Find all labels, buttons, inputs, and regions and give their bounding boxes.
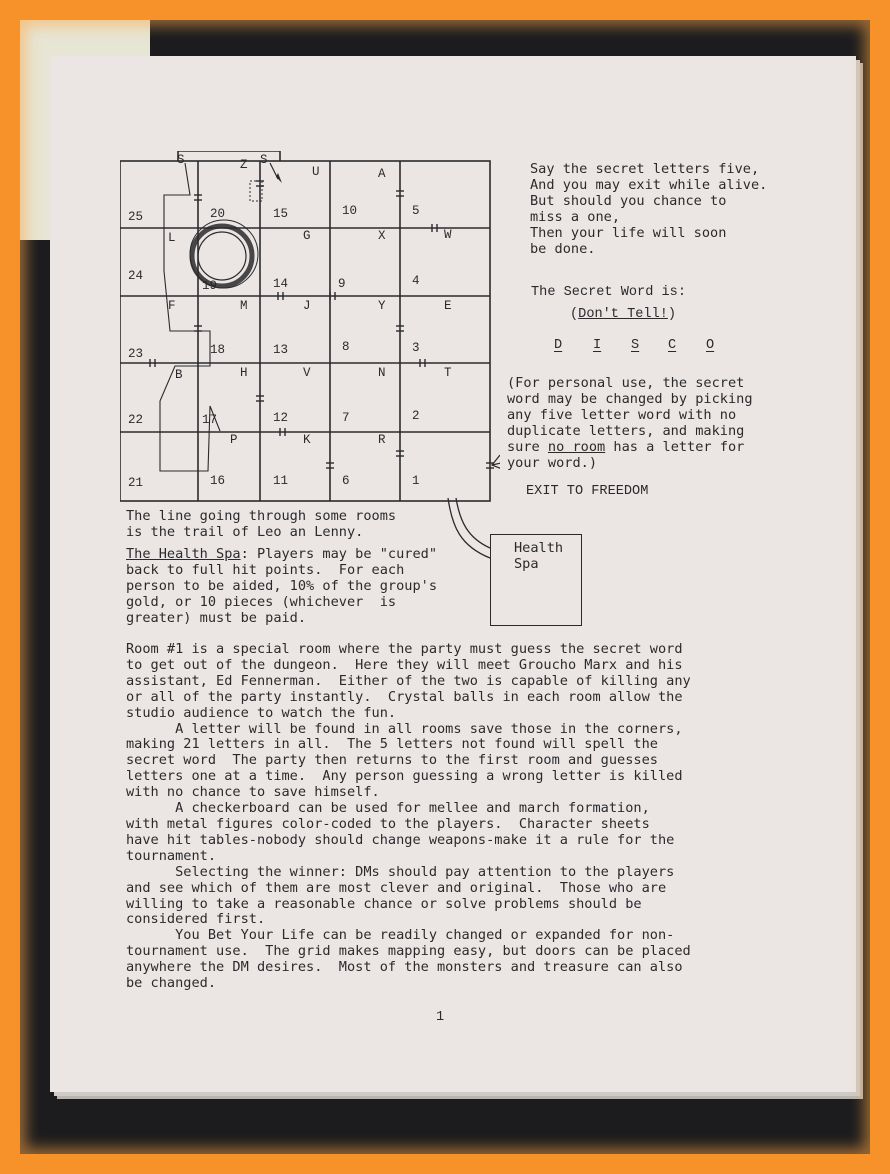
body-line: studio audience to watch the fun. xyxy=(126,704,397,721)
secret-letter: S xyxy=(631,338,640,353)
spa-line: person to be aided, 10% of the group's xyxy=(126,577,437,594)
health-spa-label xyxy=(514,541,563,573)
poem-line: But should you chance to xyxy=(530,192,727,209)
health-spa-description xyxy=(126,547,437,627)
door-letter-labels xyxy=(168,153,452,447)
exit-to-freedom-label: EXIT TO FREEDOM xyxy=(526,484,649,499)
door-letter: L xyxy=(168,231,176,245)
door-letter: M xyxy=(240,299,248,313)
spa-line: back to full hit points. For each xyxy=(126,561,405,578)
personal-use-note xyxy=(507,376,753,471)
room-number: 1 xyxy=(412,474,420,488)
secret-letter: C xyxy=(668,338,677,353)
body-line: and see which of them are most clever and original. Those who are xyxy=(126,879,667,896)
door-letter: R xyxy=(378,433,386,447)
dont-tell-suffix: ) xyxy=(667,307,677,322)
spa-line: greater) must be paid. xyxy=(126,609,307,626)
door-letter: N xyxy=(378,366,386,380)
personal-line: your word.) xyxy=(507,454,598,471)
room-number-labels xyxy=(128,204,420,490)
room-number: 15 xyxy=(273,207,289,221)
secret-word-title: The Secret Word is: xyxy=(531,285,686,300)
secret-word-letters xyxy=(554,338,724,358)
secret-letter: O xyxy=(706,338,715,353)
room-number: 12 xyxy=(273,411,289,425)
room-number: 17 xyxy=(202,413,218,427)
personal-line: sure xyxy=(507,438,548,455)
room-number: 21 xyxy=(128,476,144,490)
trail-note xyxy=(126,509,396,541)
room-number: 4 xyxy=(412,274,420,288)
health-spa-box xyxy=(490,534,582,626)
door-letter: Y xyxy=(378,299,386,313)
body-line: making 21 letters in all. The 5 letters not found will spell the xyxy=(126,736,658,753)
door-letter: V xyxy=(303,366,311,380)
document-page xyxy=(50,56,856,1092)
room-number: 8 xyxy=(342,340,350,354)
secret-letter: I xyxy=(593,338,602,353)
body-line: considered first. xyxy=(126,911,266,928)
spa-line: gold, or 10 pieces (whichever is xyxy=(126,593,397,610)
body-line: assistant, Ed Fennerman. Either of the two is capable of killing any xyxy=(126,672,691,689)
room-number: 3 xyxy=(412,341,420,355)
door-letter: H xyxy=(240,366,248,380)
personal-line: any five letter word with no xyxy=(507,406,737,423)
room-number: 10 xyxy=(342,204,358,218)
room-number: 19 xyxy=(202,279,218,293)
dont-tell-text: Don't Tell! xyxy=(578,307,668,322)
body-line: be changed. xyxy=(126,975,217,992)
door-letter: U xyxy=(312,165,320,179)
room-number: 11 xyxy=(273,474,289,488)
room-number: 20 xyxy=(210,207,226,221)
body-line: letters one at a time. Any person guessing a wrong letter is killed xyxy=(126,768,683,785)
door-letter: G xyxy=(303,229,311,243)
poem-line: Say the secret letters five, xyxy=(530,161,760,177)
room-number: 24 xyxy=(128,269,144,283)
body-line: with no chance to save himself. xyxy=(126,784,380,801)
door-letter: K xyxy=(303,433,311,447)
personal-line: (For personal use, the secret xyxy=(507,375,745,391)
body-line: or all of the party instantly. Crystal balls in each room allow the xyxy=(126,688,683,705)
body-line: with metal figures color-coded to the players. Character sheets xyxy=(126,815,650,832)
room-number: 2 xyxy=(412,409,420,423)
secret-letters-poem xyxy=(530,162,767,257)
door-letter: X xyxy=(378,229,386,243)
body-line: tournament use. The grid makes mapping easy, but doors can be placed xyxy=(126,943,691,960)
door-letter: F xyxy=(168,299,176,313)
door-letter: T xyxy=(444,366,452,380)
poem-line: miss a one, xyxy=(530,208,621,225)
door-letter: W xyxy=(444,228,452,242)
room-number: 23 xyxy=(128,347,144,361)
poem-line: be done. xyxy=(530,240,596,257)
page-number: 1 xyxy=(436,1010,445,1025)
door-letter: P xyxy=(230,433,238,447)
door-letter: S xyxy=(177,153,185,167)
body-line: A letter will be found in all rooms save those in the corners, xyxy=(126,720,683,737)
body-line: Selecting the winner: DMs should pay attention to the players xyxy=(126,863,675,880)
body-line: A checkerboard can be used for mellee and march formation, xyxy=(126,800,650,817)
room-number: 25 xyxy=(128,210,144,224)
door-letter: J xyxy=(303,299,311,313)
room-number: 9 xyxy=(338,277,346,291)
door-letter: S xyxy=(260,153,268,167)
door-letter: B xyxy=(175,368,183,382)
door-letter: E xyxy=(444,299,452,313)
spa-box-line: Spa xyxy=(514,555,539,572)
body-line: You Bet Your Life can be readily changed or expanded for non- xyxy=(126,927,675,944)
personal-line: word may be changed by picking xyxy=(507,390,753,407)
health-spa-heading: The Health Spa xyxy=(126,546,241,562)
room-number: 5 xyxy=(412,204,420,218)
crystal-ball-drawing xyxy=(190,220,258,288)
body-line: have hit tables-nobody should change weapons-make it a rule for the xyxy=(126,831,675,848)
personal-line: has a letter for xyxy=(605,438,745,455)
room-number: 6 xyxy=(342,474,350,488)
trail-line: The line going through some rooms xyxy=(126,508,397,524)
personal-line: duplicate letters, and making xyxy=(507,422,745,439)
room-number: 13 xyxy=(273,343,289,357)
body-line: willing to take a reasonable chance or solve problems should be xyxy=(126,895,642,912)
body-line: Room #1 is a special room where the party must guess the secret word xyxy=(126,641,683,657)
body-line: tournament. xyxy=(126,847,217,864)
poem-line: And you may exit while alive. xyxy=(530,176,768,193)
trail-line: is the trail of Leo an Lenny. xyxy=(126,523,364,540)
body-line: anywhere the DM desires. Most of the monsters and treasure can also xyxy=(126,959,683,976)
spa-box-line: Health xyxy=(514,540,564,556)
dont-tell-note xyxy=(570,307,676,323)
dungeon-map xyxy=(120,151,500,511)
poem-line: Then your life will soon xyxy=(530,224,727,241)
room-number: 7 xyxy=(342,411,350,425)
dont-tell-prefix: ( xyxy=(570,307,579,322)
room-number: 14 xyxy=(273,277,289,291)
room-number: 22 xyxy=(128,413,144,427)
spa-line: : Players may be "cured" xyxy=(240,546,437,562)
door-letter: A xyxy=(378,167,386,181)
body-line: secret word The party then returns to the first room and guesses xyxy=(126,752,658,769)
no-room-emphasis: no room xyxy=(547,438,606,455)
room-number: 16 xyxy=(210,474,226,488)
room-number: 18 xyxy=(210,343,226,357)
door-letter: Z xyxy=(240,158,248,172)
secret-letter: D xyxy=(554,338,563,353)
body-line: to get out of the dungeon. Here they will meet Groucho Marx and his xyxy=(126,656,683,673)
rules-body-text xyxy=(126,642,691,992)
